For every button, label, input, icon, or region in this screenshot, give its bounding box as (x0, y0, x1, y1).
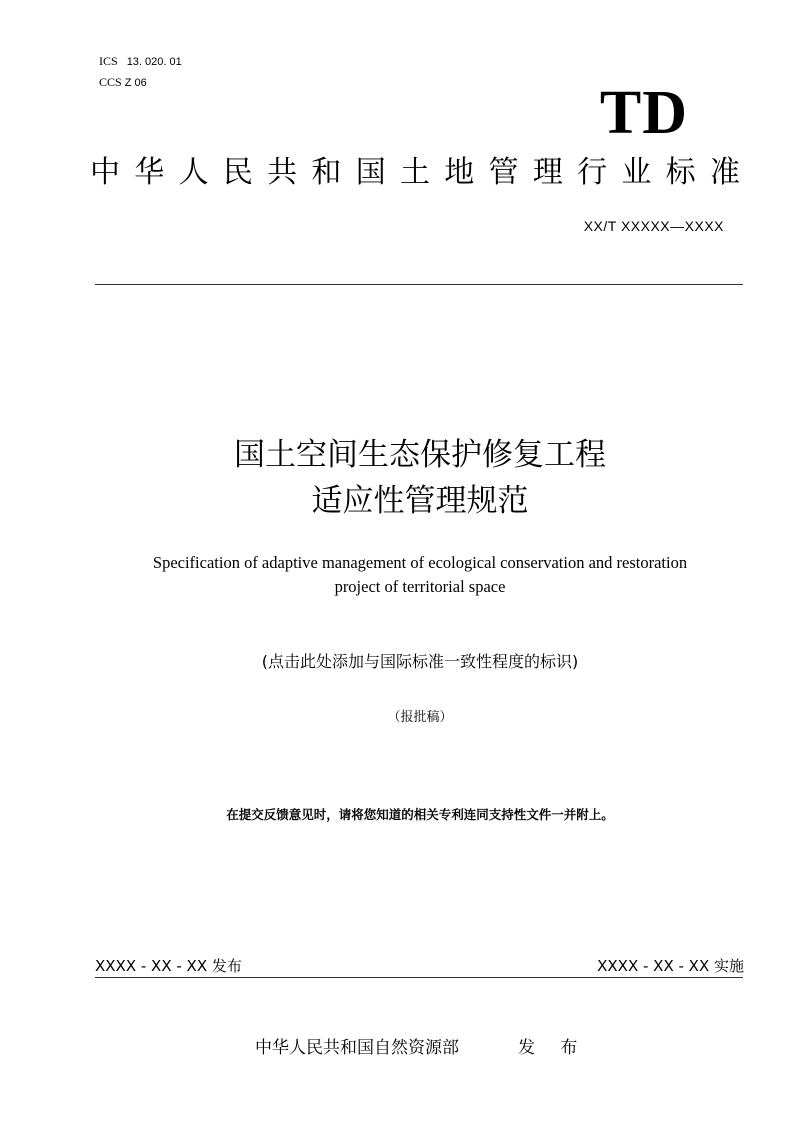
title-char: 和 (311, 155, 342, 190)
title-char: 地 (444, 155, 475, 190)
english-title-line1: Specification of adaptive management of ecological conservation and restoration (152, 553, 688, 572)
title-char: 人 (178, 155, 209, 190)
title-char: 国 (355, 155, 386, 190)
title-char: 管 (488, 155, 519, 190)
title-char: 华 (134, 155, 165, 190)
document-title-line2: 适应性管理规范 (311, 483, 529, 519)
title-char: 共 (267, 155, 298, 190)
footer-divider (95, 977, 743, 978)
title-char: 业 (621, 155, 652, 190)
ccs-value: Z 06 (124, 77, 147, 89)
conformity-note[interactable]: (点击此处添加与国际标准一致性程度的标识) (261, 652, 579, 671)
ics-label: ICS (99, 54, 118, 68)
standard-category-title (90, 153, 740, 193)
title-char: 准 (709, 155, 740, 190)
header-divider (95, 284, 743, 285)
title-char: 中 (90, 155, 120, 190)
title-char: 民 (222, 155, 253, 190)
td-logo: TD (599, 79, 688, 147)
ccs-label: CCS (99, 75, 122, 89)
publish-date: XXXX - XX - XX 发布 (95, 957, 242, 975)
document-title-line1: 国土空间生态保护修复工程 (234, 437, 606, 473)
english-title (100, 551, 740, 599)
ics-value: 13. 020. 01 (126, 56, 182, 68)
title-char: 理 (532, 155, 563, 190)
patent-notice: 在提交反馈意见时，请将您知道的相关专利连同支持性文件一并附上。 (226, 807, 614, 822)
implement-date: XXXX - XX - XX 实施 (597, 957, 744, 975)
title-char: 土 (399, 155, 430, 190)
standard-number: XX/T XXXXX—XXXX (583, 218, 724, 234)
title-char: 标 (665, 155, 696, 190)
english-title-line2: project of territorial space (334, 577, 506, 596)
issuer-name: 中华人民共和国自然资源部 (255, 1038, 459, 1058)
title-char: 行 (577, 155, 608, 190)
issuer-action: 发 布 (518, 1038, 588, 1058)
ccs-code (93, 61, 147, 90)
draft-status: （报批稿） (387, 710, 453, 725)
